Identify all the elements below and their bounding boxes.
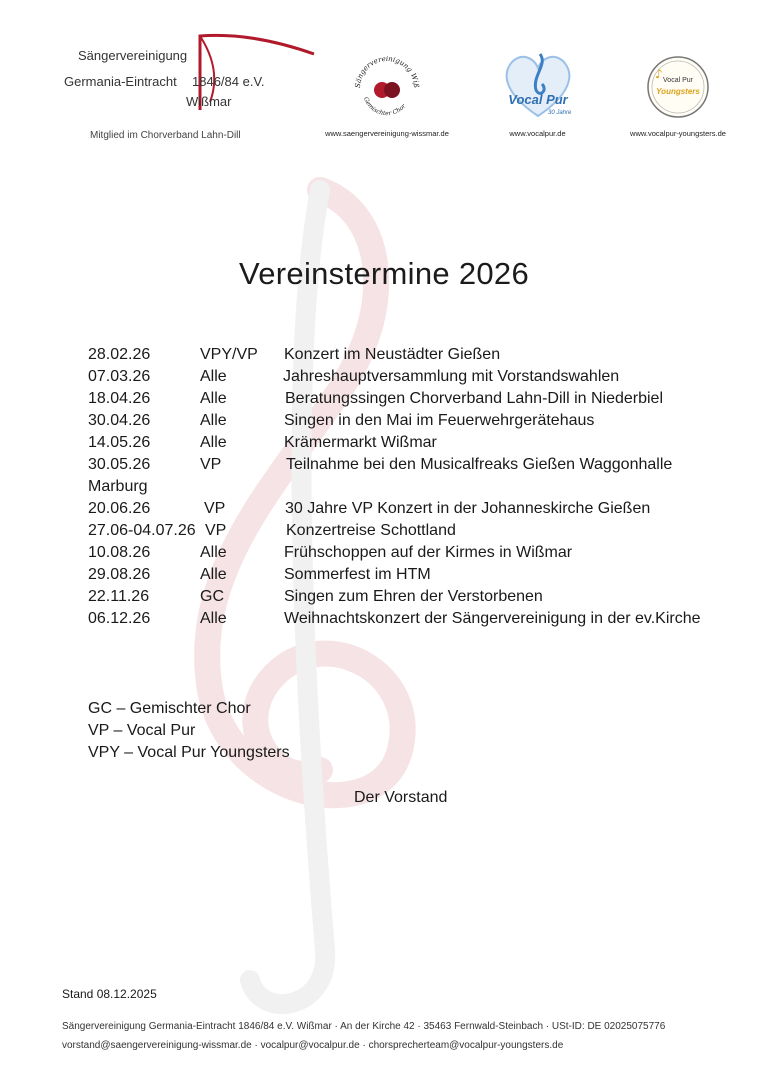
event-date: 30.04.26 bbox=[88, 412, 151, 429]
svg-text:♪: ♪ bbox=[655, 67, 663, 81]
event-group: Alle bbox=[200, 412, 227, 429]
event-group: Alle bbox=[200, 434, 227, 451]
event-desc: Krämermarkt Wißmar bbox=[284, 434, 437, 451]
arc-text: Sängervereinigung Wiß bbox=[353, 54, 421, 89]
event-group: Alle bbox=[200, 368, 227, 385]
event-date: 18.04.26 bbox=[88, 390, 151, 407]
legend-item: VP – Vocal Pur bbox=[88, 722, 196, 739]
event-group: GC bbox=[200, 588, 224, 605]
youngsters-emblem-icon bbox=[643, 50, 713, 124]
event-desc: Singen in den Mai im Feuerwehrgerätehaus bbox=[284, 412, 595, 429]
event-date: 10.08.26 bbox=[88, 544, 151, 561]
saengervereinigung-url[interactable]: www.saengervereinigung-wissmar.de bbox=[325, 129, 449, 138]
org-year: 1846/84 e.V. bbox=[192, 74, 265, 89]
event-date: 22.11.26 bbox=[88, 588, 150, 605]
svg-text:Sängervereinigung Wißmar bbox=[352, 48, 420, 88]
org-name-line2: Germania-Eintracht bbox=[64, 74, 177, 89]
vocal-pur-title: Vocal Pur bbox=[507, 92, 568, 107]
youngsters-title-top: Vocal Pur bbox=[663, 77, 693, 84]
event-date: 28.02.26 bbox=[88, 346, 151, 363]
stand-date: Stand 08.12.2025 bbox=[62, 987, 157, 1001]
event-group: VPY/VP bbox=[200, 346, 258, 363]
event-date: 30.05.26 bbox=[88, 456, 151, 473]
event-group: VP bbox=[205, 522, 227, 539]
brand-logo bbox=[62, 40, 272, 150]
event-desc: Konzert im Neustädter Gießen bbox=[284, 346, 501, 363]
vocal-pur-youngsters-logo bbox=[618, 50, 738, 138]
event-date: 06.12.26 bbox=[88, 610, 151, 627]
heart-clef-icon bbox=[498, 46, 578, 124]
legend-item: VPY – Vocal Pur Youngsters bbox=[88, 744, 290, 761]
org-name-line1: Sängervereinigung bbox=[78, 48, 188, 63]
vocal-pur-logo bbox=[490, 46, 585, 138]
event-desc: Teilnahme bei den Musicalfreaks Gießen Waggonhalle bbox=[286, 456, 673, 473]
event-desc: Jahreshauptversammlung mit Vorstandswahlen bbox=[283, 368, 620, 385]
event-date: 14.05.26 bbox=[88, 434, 151, 451]
event-group: VP bbox=[200, 456, 222, 473]
event-group: VP bbox=[204, 500, 226, 517]
event-date: 20.06.26 bbox=[88, 500, 151, 517]
event-date: 29.08.26 bbox=[88, 566, 151, 583]
event-group: Alle bbox=[200, 610, 227, 627]
choir-emblem-icon bbox=[352, 48, 422, 124]
event-desc: Singen zum Ehren der Verstorbenen bbox=[284, 588, 543, 605]
youngsters-url[interactable]: www.vocalpur-youngsters.de bbox=[630, 129, 726, 138]
event-desc: 30 Jahre VP Konzert in der Johanneskirche Gießen bbox=[285, 500, 651, 517]
page-title: Vereinstermine 2026 bbox=[238, 256, 530, 291]
footer-address: Sängervereinigung Germania-Eintracht 1846/84 e.V. Wißmar · An der Kirche 42 · 35463 Fernwald-Steinbach · USt-ID: DE 02025075776 bbox=[62, 1021, 666, 1032]
footer-emails[interactable]: vorstand@saengervereinigung-wissmar.de · vocalpur@vocalpur.de · chorsprecherteam@vocalpur-youngsters.de bbox=[62, 1040, 564, 1051]
event-desc: Beratungssingen Chorverband Lahn-Dill in Niederbiel bbox=[285, 390, 663, 407]
org-place: Wißmar bbox=[186, 94, 232, 109]
legend-item: GC – Gemischter Chor bbox=[88, 700, 251, 717]
member-line: Mitglied im Chorverband Lahn-Dill bbox=[90, 130, 241, 141]
event-date: 27.06-04.07.26 bbox=[88, 522, 196, 539]
event-desc: Konzertreise Schottland bbox=[286, 522, 456, 539]
event-group: Alle bbox=[200, 390, 227, 407]
event-desc: Weihnachtskonzert der Sängervereinigung in der ev.Kirche bbox=[284, 610, 701, 627]
svg-text:Gemischter Chor bbox=[362, 96, 408, 117]
event-desc: Sommerfest im HTM bbox=[284, 566, 431, 583]
vocal-pur-url[interactable]: www.vocalpur.de bbox=[509, 129, 566, 138]
signature: Der Vorstand bbox=[354, 789, 448, 806]
event-group: Alle bbox=[200, 544, 227, 561]
saengervereinigung-logo bbox=[322, 48, 452, 138]
event-group: Alle bbox=[200, 566, 227, 583]
sub-text: Gemischter Chor bbox=[362, 96, 408, 118]
event-date: 07.03.26 bbox=[88, 368, 151, 385]
vocal-pur-sub: 30 Jahre bbox=[547, 110, 571, 116]
youngsters-title-bottom: Youngsters bbox=[656, 87, 700, 96]
event-desc-wrap: Marburg bbox=[88, 478, 148, 495]
event-desc: Frühschoppen auf der Kirmes in Wißmar bbox=[284, 544, 573, 561]
